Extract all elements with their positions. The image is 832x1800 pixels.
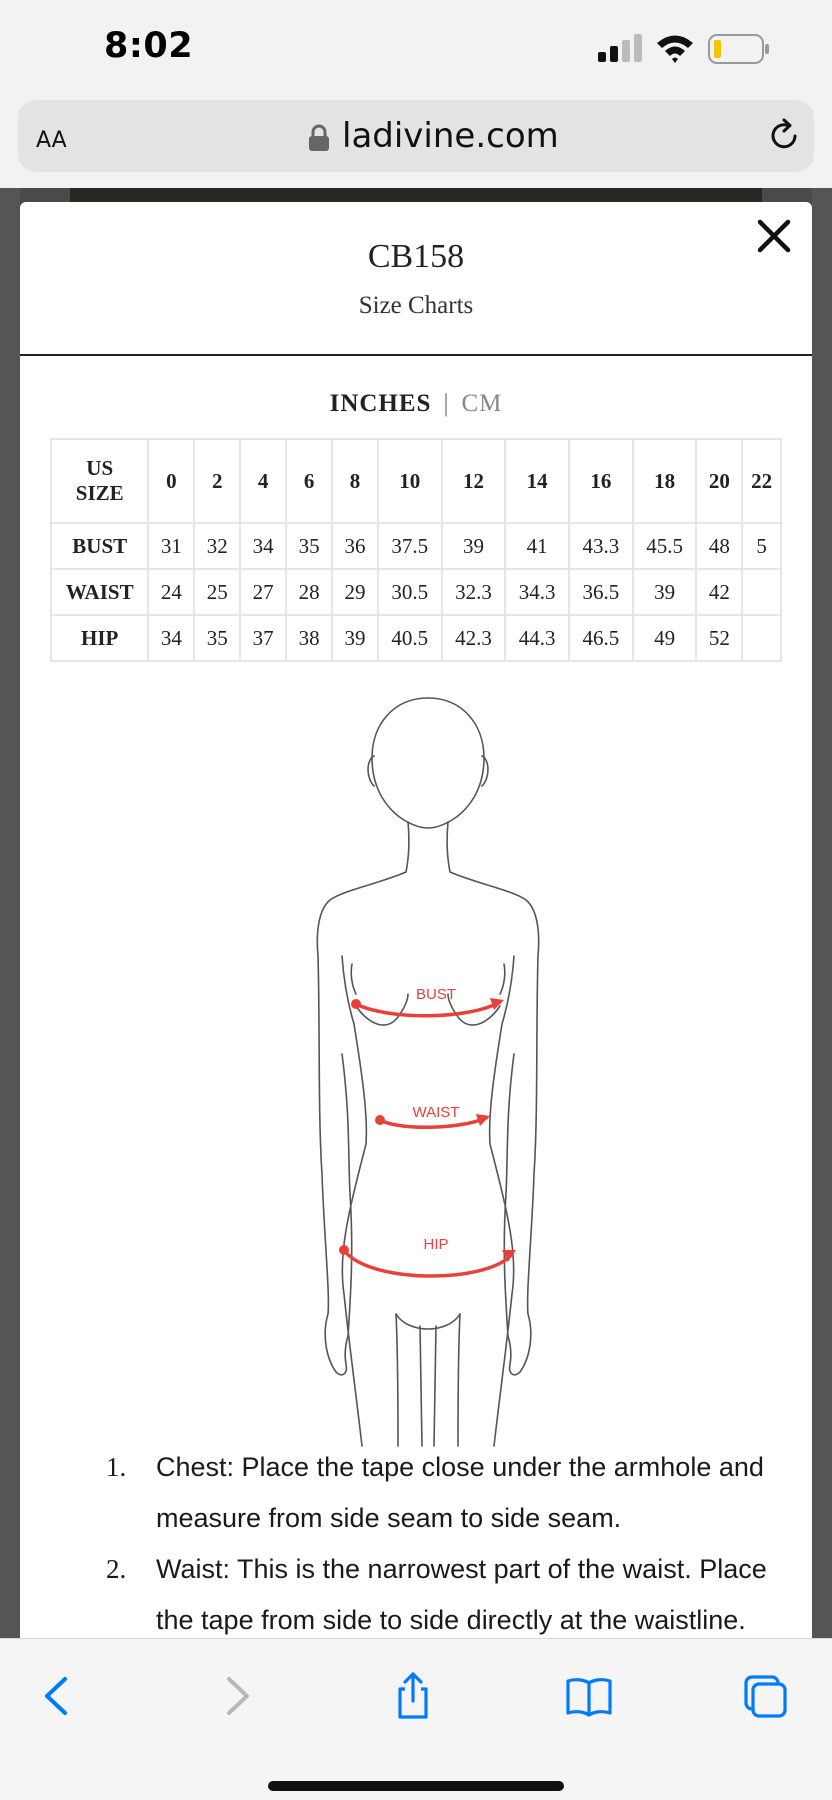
left-leg [344, 1294, 398, 1446]
waist-arrow [476, 1114, 490, 1126]
instruction-text: Chest: Place the tape close under the armhole and measure from side seam to side seam. [156, 1452, 764, 1533]
table-cell: 34 [148, 615, 194, 661]
size-header-cell: 0 [148, 439, 194, 523]
overlay-right [812, 188, 832, 1638]
browser-address-area [0, 92, 832, 188]
home-indicator [268, 1781, 564, 1791]
table-cell: 48 [696, 523, 742, 569]
unit-toggle [20, 390, 812, 418]
table-cell: 46.5 [569, 615, 633, 661]
overlay-left [0, 188, 20, 1638]
table-cell: 36.5 [569, 569, 633, 615]
row-label-bust: BUST [51, 523, 148, 569]
measure-lines [344, 1002, 512, 1276]
table-cell: 39 [633, 569, 697, 615]
table-cell: 32 [194, 523, 240, 569]
table-cell: 38 [286, 615, 332, 661]
size-header-cell: 2 [194, 439, 240, 523]
neck [406, 822, 450, 872]
table-cell: 32.3 [442, 569, 506, 615]
unit-separator: | [443, 390, 450, 417]
product-code-title: CB158 [367, 238, 465, 275]
size-header-cell: 16 [569, 439, 633, 523]
bookmarks-icon[interactable] [564, 1671, 614, 1721]
list-item [76, 1544, 796, 1638]
table-cell: 42 [696, 569, 742, 615]
body-measurement-diagram [278, 694, 578, 1454]
table-cell: 37 [240, 615, 286, 661]
size-header-cell: 22 [742, 439, 781, 523]
table-cell: 41 [505, 523, 569, 569]
table-row [51, 523, 781, 569]
size-table [50, 438, 782, 662]
table-cell: 39 [442, 523, 506, 569]
table-cell: 29 [332, 569, 378, 615]
unit-inches-tab[interactable]: INCHES [329, 390, 432, 417]
background-image-strip [70, 188, 762, 202]
waist-label: WAIST [412, 1104, 460, 1121]
table-cell: 35 [286, 523, 332, 569]
size-header-cell: 20 [696, 439, 742, 523]
url-bar[interactable] [18, 100, 814, 172]
table-cell: 42.3 [442, 615, 506, 661]
table-cell: 43.3 [569, 523, 633, 569]
list-item [76, 1442, 796, 1544]
crotch [396, 1314, 460, 1446]
size-header-cell: 14 [505, 439, 569, 523]
lock-icon [308, 124, 330, 152]
bust-arrow [490, 998, 504, 1010]
row-label-hip: HIP [51, 615, 148, 661]
bust-measure-line [356, 1002, 500, 1016]
table-cell [742, 615, 781, 661]
forward-icon[interactable] [212, 1671, 262, 1721]
unit-cm-tab[interactable]: CM [461, 390, 503, 417]
url-text[interactable]: ladivine.com [342, 116, 559, 156]
row-label-waist: WAIST [51, 569, 148, 615]
size-header-cell: 10 [378, 439, 442, 523]
table-header-row [51, 439, 781, 523]
size-header-cell: 8 [332, 439, 378, 523]
table-row [51, 569, 781, 615]
share-icon[interactable] [388, 1671, 438, 1721]
table-cell: 28 [286, 569, 332, 615]
size-header-cell: 12 [442, 439, 506, 523]
instruction-text: Waist: This is the narrowest part of the waist. Place the tape from side to side directly at the waistline. [156, 1554, 767, 1635]
status-bar [0, 0, 832, 92]
size-header-cell: 18 [633, 439, 697, 523]
wifi-icon [655, 32, 695, 64]
waist-start-dot [375, 1115, 385, 1125]
table-cell: 25 [194, 569, 240, 615]
size-charts-subtitle: Size Charts [358, 292, 474, 319]
divider [20, 354, 812, 356]
table-cell: 35 [194, 615, 240, 661]
table-cell: 34.3 [505, 569, 569, 615]
measurement-instructions [76, 1442, 796, 1638]
table-cell: 39 [332, 615, 378, 661]
cellular-signal-icon [598, 34, 642, 62]
table-cell: 5 [742, 523, 781, 569]
browser-toolbar [0, 1638, 832, 1800]
list-number: 1. [106, 1452, 127, 1482]
table-cell: 27 [240, 569, 286, 615]
bust-start-dot [351, 999, 361, 1009]
tabs-icon[interactable] [740, 1671, 790, 1721]
table-cell: 34 [240, 523, 286, 569]
table-cell: 49 [633, 615, 697, 661]
battery-icon [708, 34, 770, 64]
table-cell [742, 569, 781, 615]
size-header-cell: 6 [286, 439, 332, 523]
hip-start-dot [339, 1245, 349, 1255]
table-cell: 45.5 [633, 523, 697, 569]
table-cell: 31 [148, 523, 194, 569]
table-cell: 30.5 [378, 569, 442, 615]
back-icon[interactable] [32, 1671, 82, 1721]
size-table-scroll[interactable] [50, 438, 782, 662]
table-cell: 40.5 [378, 615, 442, 661]
hip-measure-line [344, 1250, 512, 1276]
table-cell: 52 [696, 615, 742, 661]
table-cell: 36 [332, 523, 378, 569]
bust-label: BUST [415, 986, 457, 1003]
list-number: 2. [106, 1554, 127, 1584]
table-cell: 44.3 [505, 615, 569, 661]
table-cell: 24 [148, 569, 194, 615]
head-outline [372, 698, 484, 828]
hip-label: HIP [423, 1236, 449, 1253]
reader-aa-button[interactable]: AA [36, 128, 67, 153]
right-leg [458, 1294, 512, 1446]
us-size-header: US SIZE [51, 439, 148, 523]
reload-icon[interactable] [764, 116, 804, 156]
table-row [51, 615, 781, 661]
status-time: 8:02 [104, 26, 194, 66]
size-chart-modal [20, 202, 812, 1638]
size-header-cell: 4 [240, 439, 286, 523]
table-cell: 37.5 [378, 523, 442, 569]
